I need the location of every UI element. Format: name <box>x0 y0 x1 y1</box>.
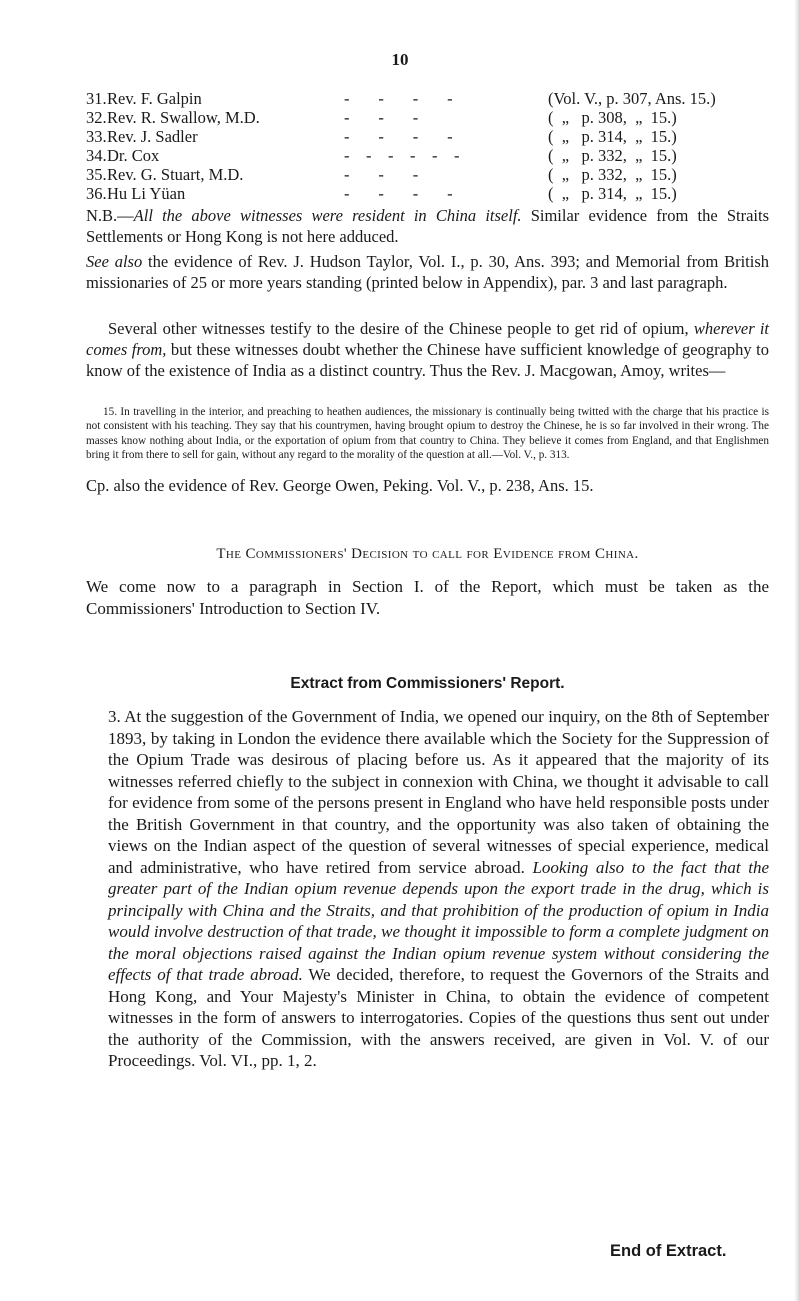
witness-number: 36. <box>86 184 107 203</box>
witness-name: Hu Li Yüan <box>107 184 186 203</box>
leader-dashes: - - - - <box>344 184 453 203</box>
end-of-extract: End of Extract. <box>610 1242 727 1260</box>
witness-name: Rev. G. Stuart, M.D. <box>107 165 244 184</box>
leader-dashes: - - - - <box>344 89 453 108</box>
leader-dashes: - - - - - - <box>344 146 460 165</box>
see-also-paragraph <box>86 251 769 293</box>
extract-part2: We decided, therefore, to request the Governors of the Straits and Hong Kong, and Your Majesty's Minister in China, to obtain the evidence of competent witnesses in the form of answers to interrogatories. Copies of the questions thus sent out under the authority of the Commission, with the answers received, are given in Vol. V. of our Proceedings. Vol. VI., pp. 1, 2. <box>108 965 769 1070</box>
several-witnesses-paragraph <box>86 318 769 382</box>
witness-row <box>86 127 776 146</box>
macgowan-quote: 15. In travelling in the interior, and preaching to heathen audiences, the missionary is continually being twitted with the charge that his practice is not consistent with his teaching. They say that his countrymen, having brought opium to destroy the Chinese, he is so far involved in their wrong. The masses know nothing about India, or the exportation of opium from that country to China. They believe it comes from England, and that Englishmen bring it from there to sell for gain, without any regard to the morality of the question at all.—Vol. V., p. 313. <box>86 406 769 461</box>
extract-paragraph <box>108 706 769 1072</box>
several-italic: wherever it comes from, <box>86 319 770 360</box>
page-edge <box>794 0 800 1301</box>
extract-part1: 3. At the suggestion of the Government of India, we opened our inquiry, on the 8th of September 1893, by taking in London the evidence there available which the Society for the Suppression of the Opium Trade was desirous of placing before us. As it appeared that the majority of its witnesses referred chiefly to the subject in connexion with China, we thought it advisable to call for evidence from some of the persons present in England who have held responsible posts under the British Government in that country, and the opportunity was also taken of obtaining the views on the Indian aspect of the question of several witnesses of special experience, medical and administrative, who have retired from service abroad. <box>108 707 769 877</box>
witness-reference: ( „ p. 314, „ 15.) <box>548 127 677 146</box>
leader-dashes: - - - - <box>344 127 453 146</box>
witness-reference: ( „ p. 308, „ 15.) <box>548 108 677 127</box>
witness-name: Rev. F. Galpin <box>107 89 202 108</box>
witness-number: 35. <box>86 165 107 184</box>
page-number: 10 <box>391 50 409 69</box>
section-heading: The Commissioners' Decision to call for Evidence from China. <box>216 546 639 562</box>
witness-row <box>86 184 776 203</box>
extract-italic: Looking also to the fact that the greater part of the Indian opium revenue depends upon the export trade in the drug, which is principally with China and the Straits, and that prohibition of the production of opium in India would involve destruction of that trade, we thought it impossible to form a complete judgment on the moral objections raised against the Indian opium revenue system without considering the effects of that trade abroad. <box>108 857 769 984</box>
several-part2: but these witnesses doubt whether the Chinese have sufficient knowledge of geography to know of the existence of India as a distinct country. Thus the Rev. J. Macgowan, Amoy, writes— <box>86 340 769 381</box>
see-also-text: the evidence of Rev. J. Hudson Taylor, Vol. I., p. 30, Ans. 393; and Memorial from British missionaries of 25 or more years standing (printed below in Appendix), par. 3 and last paragraph. <box>86 252 769 293</box>
nb-note <box>86 205 769 247</box>
witness-reference: ( „ p. 332, „ 15.) <box>548 165 677 184</box>
leader-dashes: - - - <box>344 108 419 127</box>
intro-paragraph: We come now to a paragraph in Section I. of the Report, which must be taken as the Commissioners' Introduction to Section IV. <box>86 577 769 618</box>
witness-number: 33. <box>86 127 107 146</box>
witness-number: 31. <box>86 89 107 108</box>
witness-number: 32. <box>86 108 107 127</box>
nb-dash: — <box>117 206 134 225</box>
several-part1: Several other witnesses testify to the desire of the Chinese people to get rid of opium, <box>108 319 694 338</box>
nb-italic: All the above witnesses were resident in China itself. <box>133 206 522 225</box>
witness-name: Rev. J. Sadler <box>107 127 198 146</box>
witness-reference: (Vol. V., p. 307, Ans. 15.) <box>548 89 716 108</box>
witness-name: Rev. R. Swallow, M.D. <box>107 108 260 127</box>
extract-title: Extract from Commissioners' Report. <box>290 675 565 692</box>
witness-reference: ( „ p. 332, „ 15.) <box>548 146 677 165</box>
leader-dashes: - - - <box>344 165 419 184</box>
witness-row <box>86 89 776 108</box>
witness-row <box>86 108 776 127</box>
witness-name: Dr. Cox <box>107 146 160 165</box>
witness-number: 34. <box>86 146 107 165</box>
witness-row <box>86 165 776 184</box>
see-also-label: See also <box>86 252 143 271</box>
nb-label: N.B. <box>86 206 118 225</box>
cp-paragraph: Cp. also the evidence of Rev. George Owen, Peking. Vol. V., p. 238, Ans. 15. <box>86 476 594 495</box>
nb-rest: Similar evidence from the Straits Settlements or Hong Kong is not here adduced. <box>86 206 769 247</box>
witness-row <box>86 146 776 165</box>
witness-reference: ( „ p. 314, „ 15.) <box>548 184 677 203</box>
